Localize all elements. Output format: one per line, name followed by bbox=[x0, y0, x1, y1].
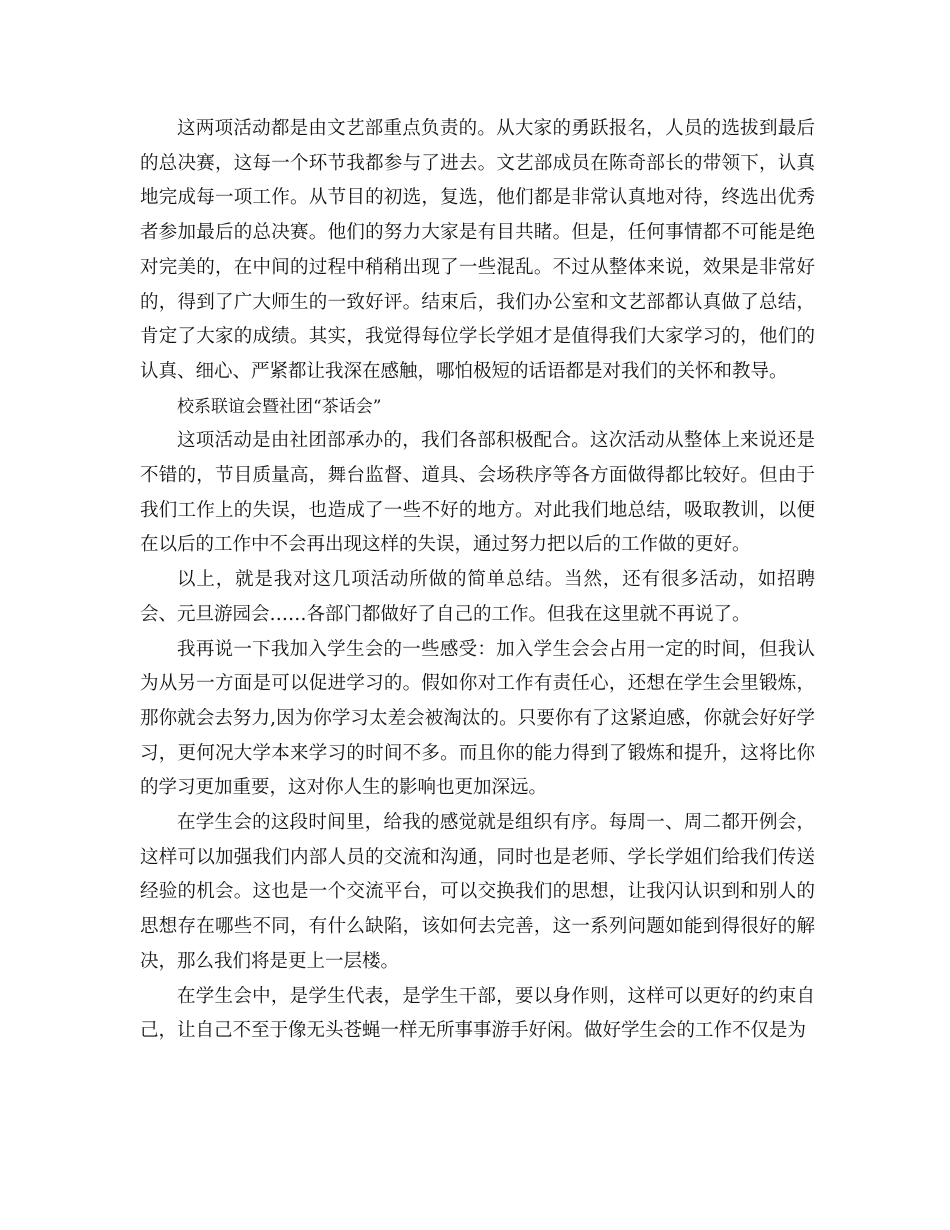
paragraph-summary: 以上，就是我对这几项活动所做的简单总结。当然，还有很多活动，如招聘会、元旦游园会……各部门都做好了自己的工作。但我在这里就不再说了。 bbox=[140, 569, 815, 625]
paragraph-tea-party: 这项活动是由社团部承办的，我们各部积极配合。这次活动从整体上来说还是不错的，节目质量高，舞台监督、道具、会场秩序等各方面做得都比较好。但由于我们工作上的失误，也造成了一些不好的地方。对此我们地总结，吸取教训，以便在以后的工作中不会再出现这样的失误，通过努力把以后的工作做的更好。 bbox=[140, 430, 815, 556]
paragraph-organization: 在学生会的这段时间里，给我的感觉就是组织有序。每周一、周二都开例会，这样可以加强我们内部人员的交流和沟通，同时也是老师、学长学姐们给我们传送经验的机会。这也是一个交流平台，可以交换我们的思想，让我闪认识到和别人的思想存在哪些不同，有什么缺陷，该如何去完善，这一系列问题如能到得很好的解决，那么我们将是更上一层楼。 bbox=[140, 812, 815, 972]
paragraph-joining-feelings: 我再说一下我加入学生会的一些感受：加入学生会会占用一定的时间，但我认为从另一方面是可以促进学习的。假如你对工作有责任心，还想在学生会里锻炼，那你就会去努力,因为你学习太差会被淘汰的。只要你有了这紧迫感，你就会好好学习，更何况大学本来学习的时间不多。而且你的能力得到了锻炼和提升，这将比你的学习更加重要，这对你人生的影响也更加深远。 bbox=[140, 638, 815, 799]
document-body bbox=[140, 112, 815, 1049]
section-heading-tea-party: 校系联谊会暨社团“茶话会” bbox=[177, 396, 382, 417]
paragraph-role-model: 在学生会中，是学生代表，是学生干部，要以身作则，这样可以更好的约束自己，让自己不至于像无头苍蝇一样无所事事游手好闲。做好学生会的工作不仅是为 bbox=[140, 985, 815, 1042]
paragraph-art-department-activities: 这两项活动都是由文艺部重点负责的。从大家的勇跃报名，人员的选拔到最后的总决赛，这每一个环节我都参与了进去。文艺部成员在陈奇部长的带领下，认真地完成每一项工作。从节目的初选，复选，他们都是非常认真地对待，终选出优秀者参加最后的总决赛。他们的努力大家是有目共睹。但是，任何事情都不可能是绝对完美的，在中间的过程中稍稍出现了一些混乱。不过从整体来说，效果是非常好的，得到了广大师生的一致好评。结束后，我们办公室和文艺部都认真做了总结，肯定了大家的成绩。其实，我觉得每位学长学姐才是值得我们大家学习的，他们的认真、细心、严紧都让我深在感触，哪怕极短的话语都是对我们的关怀和教导。 bbox=[140, 118, 815, 382]
